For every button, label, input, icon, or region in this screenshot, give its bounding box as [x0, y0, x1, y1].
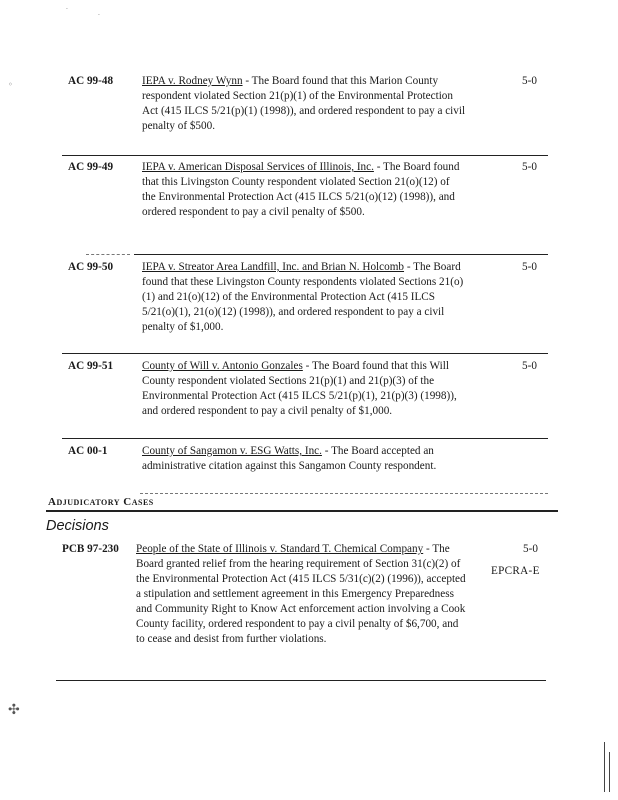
case-title: IEPA v. Streator Area Landfill, Inc. and Brian N. Holcomb [142, 261, 405, 273]
case-description [142, 260, 468, 335]
case-description [142, 359, 464, 419]
case-description [142, 444, 472, 474]
scan-edge-line [604, 742, 605, 792]
case-body: - The Board found that this Livingston County respondent violated Section 21(o)(12) of the Environmental Protection Act (415 ILCS 5/21(o)(12) (1998)), and ordered respondent to pay a civil penalty of $500. [142, 161, 460, 218]
case-docket: AC 99-49 [68, 161, 114, 173]
case-body: - The Board found that these Livingston County respondents violated Sections 21(o)(1) and 21(o)(12) of the Environmental Protection Act (415 ILCS 5/21(o)(1), 21(o)(12) (1998)), and ordered respondent to pay a civil penalty of $1,000. [142, 261, 464, 333]
case-body: - The Board found that this Marion County respondent violated Section 21(p)(1) of the Environmental Protection Act (415 ILCS 5/21(p)(1) (1998)), and ordered respondent to pay a civil penalty of $500. [142, 75, 466, 132]
divider [86, 254, 130, 255]
scan-artifact-icon: ✣ [8, 702, 20, 718]
scan-speck: ◦ [8, 80, 13, 89]
case-vote: 5-0 [522, 261, 537, 273]
scan-edge-line [609, 752, 610, 792]
case-vote: 5-0 [522, 161, 537, 173]
decision-vote: 5-0 [523, 543, 538, 555]
decision-description [136, 542, 466, 647]
decision-title: People of the State of Illinois v. Standard T. Chemical Company [136, 543, 424, 555]
case-docket: AC 99-50 [68, 261, 114, 273]
decision-body: - The Board granted relief from the hearing requirement of Section 31(c)(2) of the Environmental Protection Act (415 ILCS 5/31(c)(2) (1996)), accepted a stipulation and settlement agreement in this Emergency Preparedness and Community Right to Know Act enforcement action involving a Cook County facility, ordered respondent to pay a civil penalty of $6,700, and to cease and desist from further violations. [136, 543, 466, 645]
case-vote: 5-0 [522, 75, 537, 87]
divider [56, 680, 546, 681]
case-description [142, 160, 466, 220]
case-title: County of Will v. Antonio Gonzales [142, 360, 303, 372]
case-title: IEPA v. Rodney Wynn [142, 75, 243, 87]
divider [62, 155, 548, 156]
case-title: IEPA v. American Disposal Services of Illinois, Inc. [142, 161, 374, 173]
case-body: - The Board found that this Will County respondent violated Sections 21(p)(1) and 21(p)(3) of the Environmental Protection Act (415 ILCS 5/21(p)(1), 21(p)(3) (1998)), and ordered respondent to pay a civil penalty of $1,000. [142, 360, 457, 417]
divider [140, 493, 548, 494]
case-docket: AC 99-51 [68, 360, 114, 372]
decision-category: EPCRA-E [491, 565, 540, 577]
scan-speck: · [66, 6, 68, 13]
divider [134, 254, 548, 255]
case-docket: AC 99-48 [68, 75, 114, 87]
case-title: County of Sangamon v. ESG Watts, Inc. [142, 445, 322, 457]
case-description [142, 74, 470, 134]
section-heading: Adjudicatory Cases [48, 496, 154, 508]
case-docket: AC 00-1 [68, 445, 108, 457]
scan-speck: · [98, 12, 100, 19]
section-rule [46, 510, 558, 512]
decision-docket: PCB 97-230 [62, 543, 119, 555]
case-vote: 5-0 [522, 360, 537, 372]
subsection-heading: Decisions [46, 518, 109, 534]
case-body: - The Board accepted an administrative citation against this Sangamon County respondent. [142, 445, 437, 472]
divider [62, 438, 548, 439]
divider [62, 353, 548, 354]
